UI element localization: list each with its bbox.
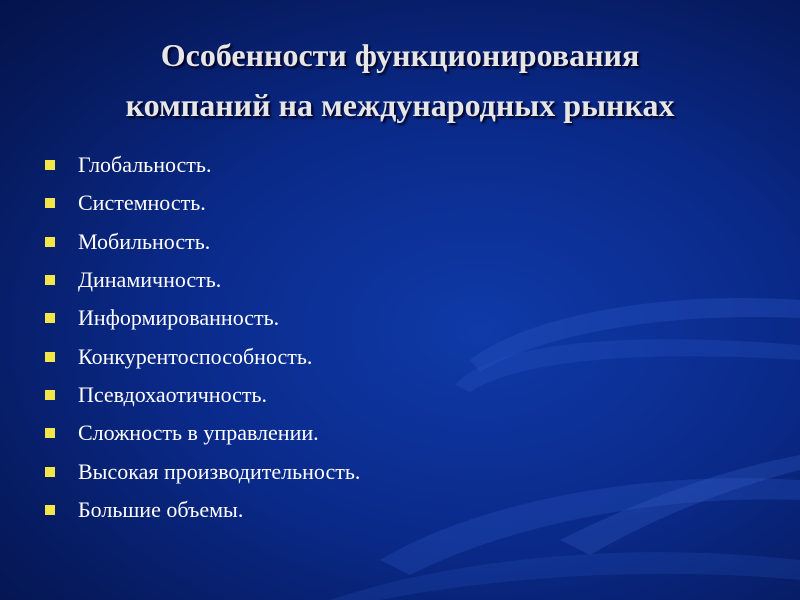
bullet-list [45,146,360,529]
list-item [45,376,360,414]
slide-title [0,30,800,130]
bullet-text: Большие объемы. [78,496,244,522]
slide-title-line-1: Особенности функционирования [160,37,640,73]
list-item [45,223,360,261]
list-item [45,491,360,529]
list-item [45,184,360,222]
bullet-text: Динамичность. [78,267,222,293]
list-item [45,146,360,184]
bullet-text: Сложность в управлении. [78,420,319,446]
slide-title-line-2: компаний на международных рынках [125,87,675,123]
square-bullet-icon [45,313,55,323]
list-item [45,337,360,375]
list-item [45,414,360,452]
bullet-text: Высокая производительность. [78,458,361,484]
bullet-text: Глобальность. [78,152,212,178]
square-bullet-icon [45,237,55,247]
bullet-text: Системность. [78,190,206,216]
bullet-text: Мобильность. [78,228,211,254]
square-bullet-icon [45,198,55,208]
square-bullet-icon [45,275,55,285]
square-bullet-icon [45,352,55,362]
list-item [45,452,360,490]
square-bullet-icon [45,428,55,438]
bullet-text: Информированность. [78,305,280,331]
square-bullet-icon [45,467,55,477]
square-bullet-icon [45,160,55,170]
square-bullet-icon [45,505,55,515]
list-item [45,261,360,299]
bullet-text: Конкурентоспособность. [78,343,313,369]
bullet-text: Псевдохаотичность. [78,381,268,407]
square-bullet-icon [45,390,55,400]
list-item [45,299,360,337]
